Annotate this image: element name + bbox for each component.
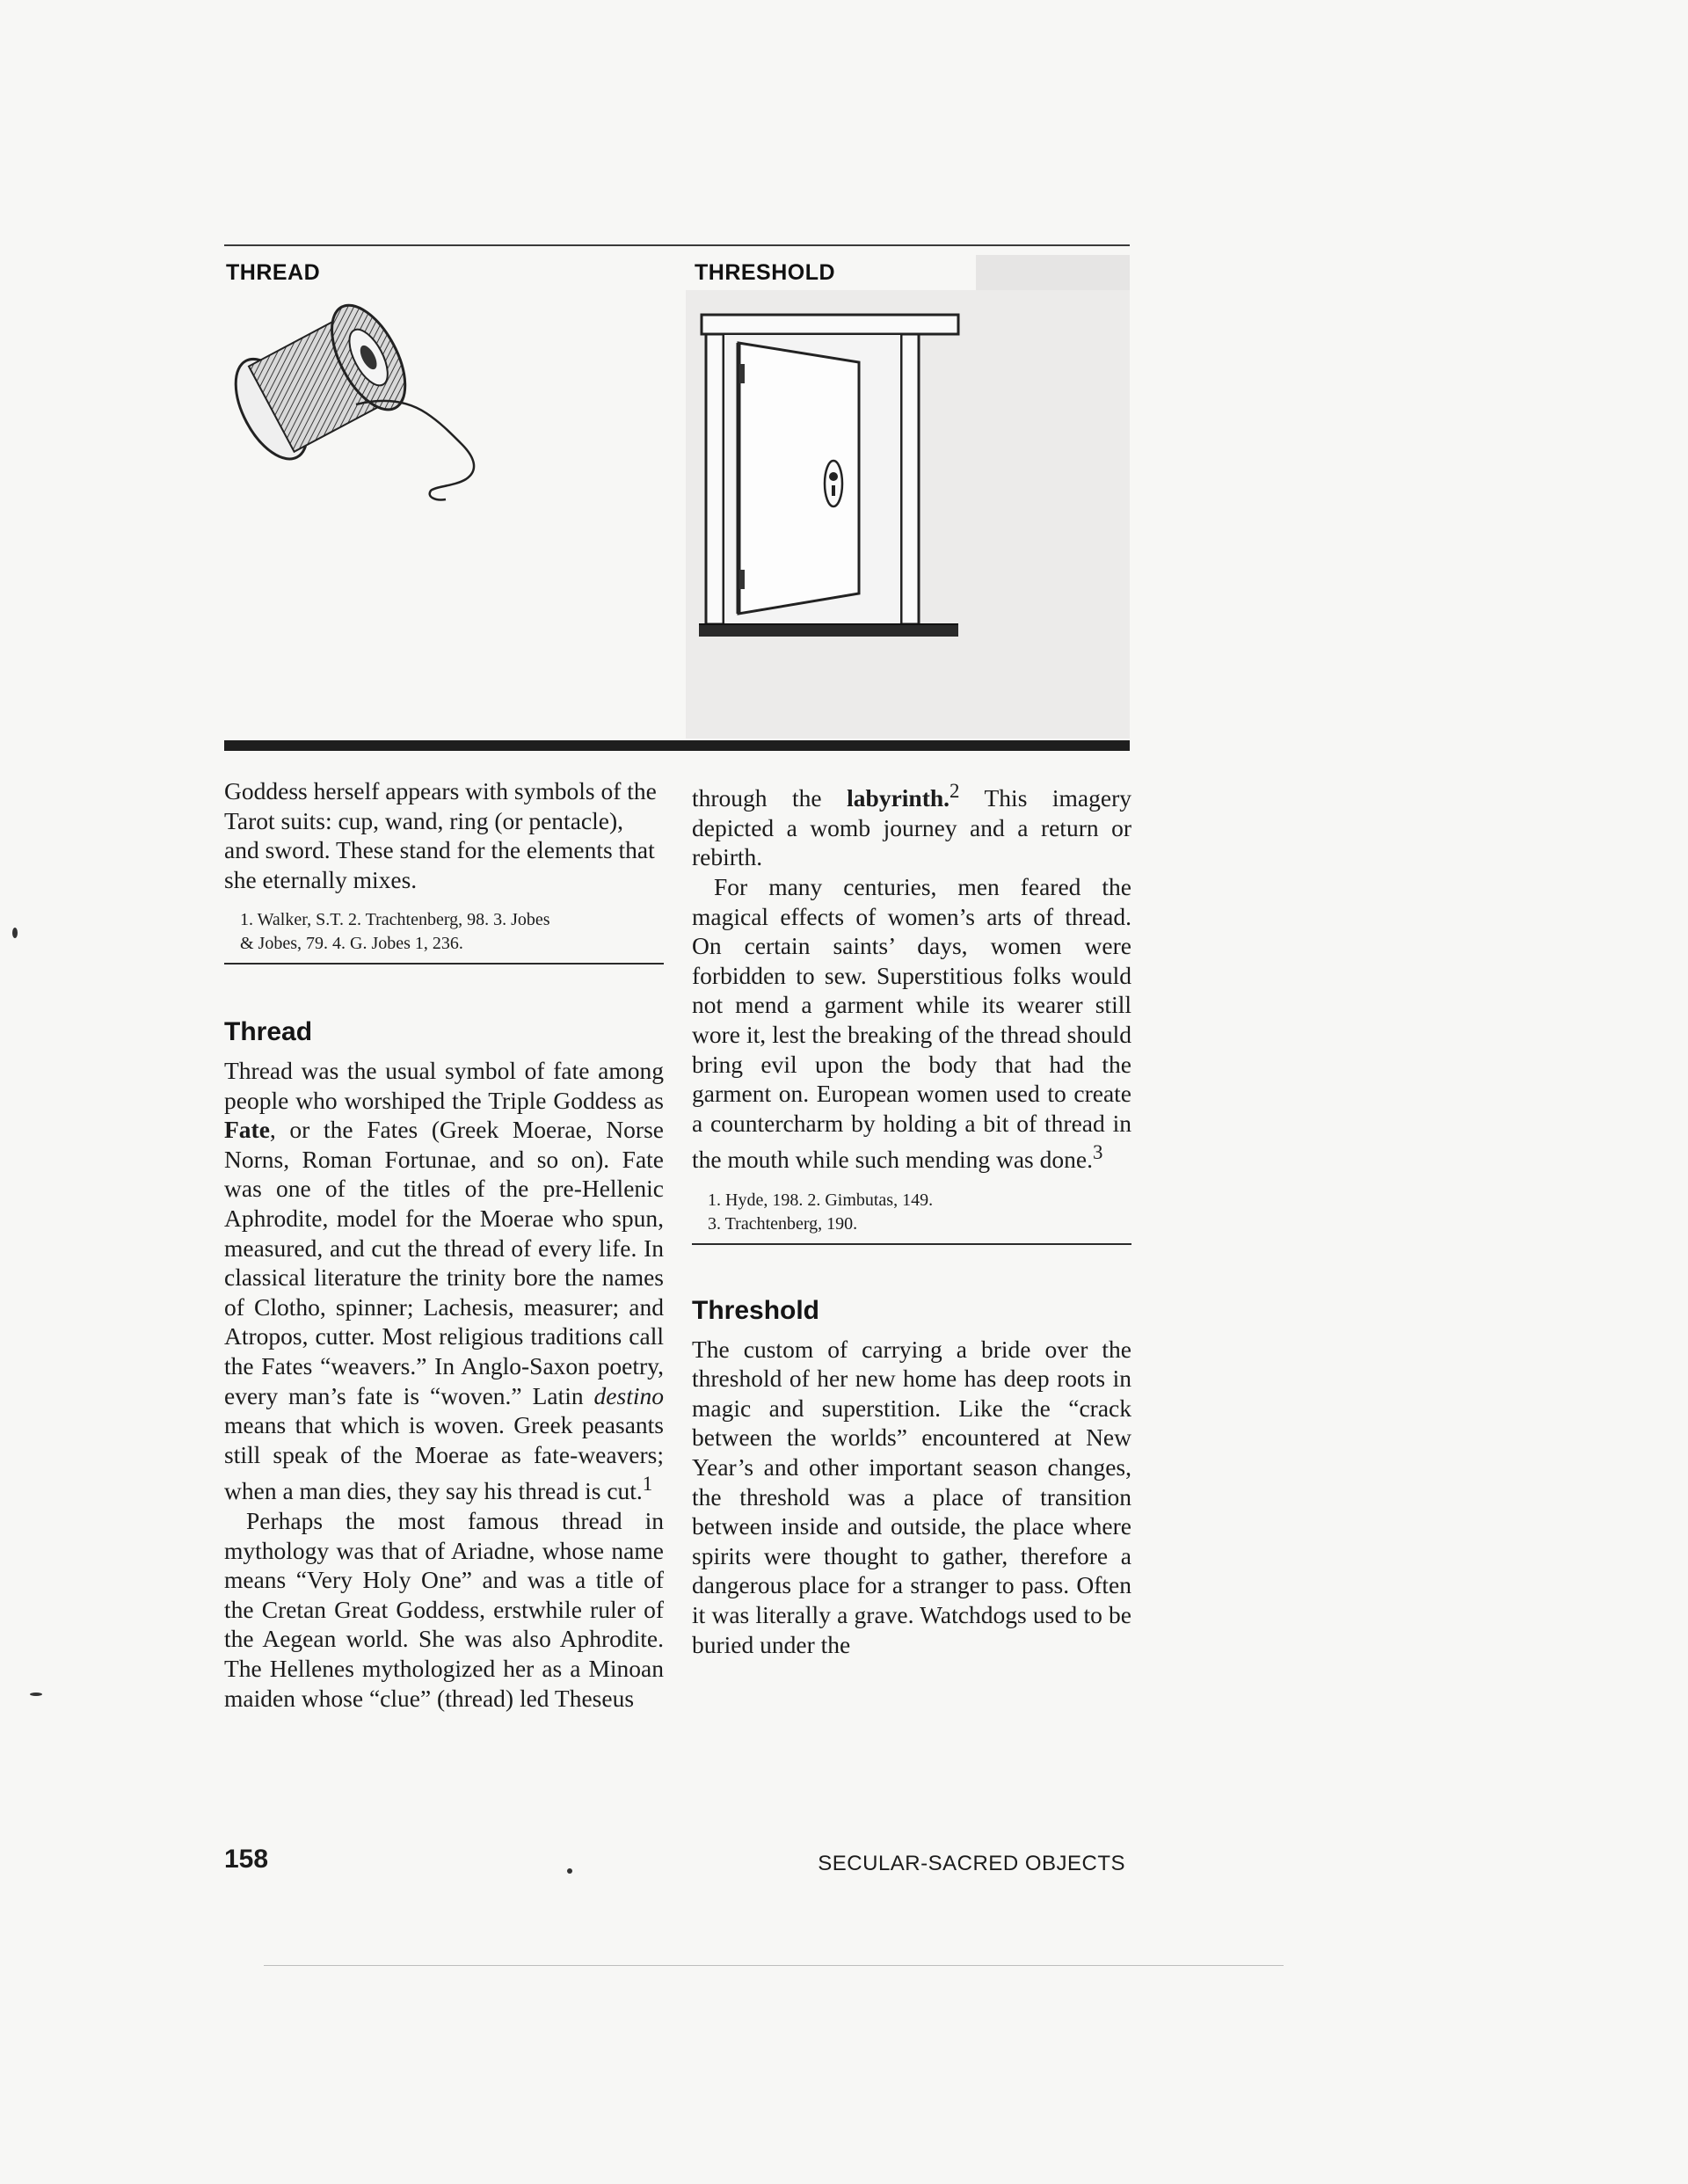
- scan-speck: [30, 1693, 42, 1696]
- figure-caption-thread: THREAD: [226, 260, 321, 285]
- door-icon: [686, 290, 1130, 739]
- text-run: For many centuries, men feared the magical effects of women’s arts of thread. On certain saints’ days, women were forbidden to sew. Superstitious folks would not mend a garment while its wearer still wore it, lest the breaking of the thread should bring evil upon the body that had the garment on. European women used to create a countercharm by holding a bit of thread in the mouth while such mending was done.: [692, 872, 1131, 1174]
- left-column: [224, 776, 664, 1713]
- footnote-marker: 2: [950, 780, 960, 802]
- cross-reference-labyrinth: labyrinth.: [847, 784, 950, 812]
- footnote-marker: 1: [642, 1473, 653, 1496]
- thread-spool-illustration: [224, 290, 673, 739]
- text-run: , or the Fates (Greek Moerae, Norse Norns, Roman Fortunae, and so on). Fate was one of the titles of the pre-Hellenic Aphrodite, model for the Moerae who spun, measured, and cut the thread of every life. In classical literature the trinity bore the names of Clotho, spinner; Lachesis, measurer; and Atropos, cutter. Most religious traditions call the Fates “weavers.” In Anglo-Saxon poetry, every man’s fate is “woven.” Latin: [224, 1116, 664, 1409]
- notes-rule: [692, 1243, 1131, 1245]
- italic-term: destino: [593, 1381, 664, 1409]
- figure-top-rule: [224, 244, 1130, 246]
- scan-edge-line: [264, 1965, 1284, 1966]
- notes-rule: [224, 963, 664, 965]
- threshold-paragraph-1: The custom of carrying a bride over the threshold of her new home has deep roots in magic and superstition. Like the “crack between the worlds” encountered at New Year’s and other important season changes, the threshold was a place of transition between inside and outside, the place where spirits were thought to gather, therefore a dangerous place for a stranger to pass. Often it was literally a grave. Watchdogs used to be buried under the: [692, 1335, 1131, 1658]
- scan-speck: [567, 1868, 572, 1874]
- continued-paragraph: [692, 776, 1131, 872]
- spool-icon: [224, 290, 673, 739]
- entry-heading-threshold: Threshold: [692, 1296, 820, 1326]
- figure-bottom-rule: [224, 740, 1130, 751]
- threshold-door-illustration: [686, 290, 1130, 739]
- footnote-marker: 3: [1092, 1141, 1103, 1164]
- text-run: Thread was the usual symbol of fate among people who worshiped the Triple Goddess as: [224, 1056, 664, 1114]
- footnote-line: 1. Hyde, 198. 2. Gimbutas, 149.: [708, 1190, 934, 1211]
- page-number: 158: [224, 1845, 269, 1874]
- text-run: through the: [692, 784, 848, 812]
- entry-heading-thread: Thread: [224, 1017, 313, 1047]
- figure-caption-threshold: THRESHOLD: [695, 260, 836, 285]
- footnotes-left: [240, 908, 664, 956]
- cross-reference-fate: Fate: [224, 1116, 270, 1144]
- right-column: [692, 776, 1131, 1659]
- thread-paragraph-1: [224, 1056, 664, 1506]
- thread-paragraph-2: Perhaps the most famous thread in mythology was that of Ariadne, whose name means “Very Holy One” and was a title of the Cretan Great Goddess, erstwhile ruler of the Aegean world. She was also Aphrodite. The Hellenes mythologized her as a Minoan maiden whose “clue” (thread) led Theseus: [224, 1507, 664, 1712]
- footnote-line: 1. Walker, S.T. 2. Trachtenberg, 98. 3. Jobes: [240, 910, 550, 930]
- footnote-line: & Jobes, 79. 4. G. Jobes 1, 236.: [240, 934, 463, 954]
- footnotes-right: [708, 1189, 1131, 1236]
- text-run: This imagery depicted a womb journey and a return or rebirth.: [692, 784, 1131, 871]
- intro-paragraph: Goddess herself appears with symbols of the Tarot suits: cup, wand, ring (or pentacle), and sword. These stand for the elements that she eternally mixes.: [224, 777, 657, 893]
- footnote-line: 3. Trachtenberg, 190.: [708, 1214, 858, 1234]
- scan-speck: [12, 928, 18, 938]
- running-footer-title: SECULAR-SACRED OBJECTS: [818, 1852, 1125, 1875]
- text-run: means that which is woven. Greek peasants still speak of the Moerae as fate-weavers; when a man dies, they say his thread is cut.: [224, 1411, 664, 1505]
- thread-magic-paragraph: [692, 872, 1131, 1175]
